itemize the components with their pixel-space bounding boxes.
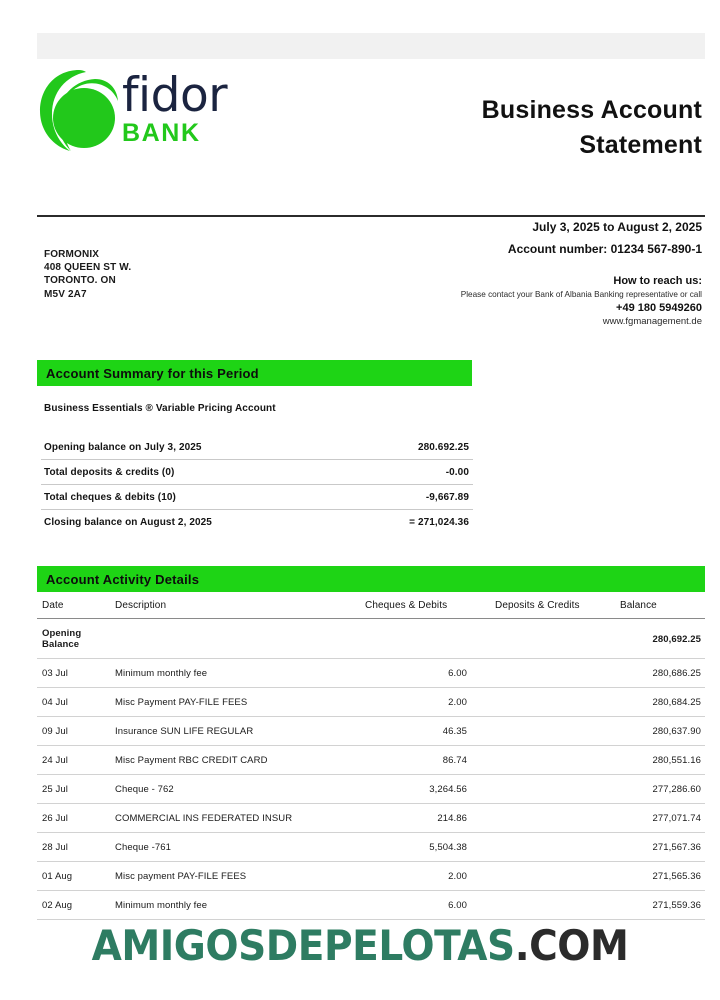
transaction-date: 24 Jul [37,746,115,775]
table-row [41,460,473,485]
column-header-description: Description [115,596,365,619]
transaction-description: Misc Payment PAY-FILE FEES [115,688,365,717]
transaction-debit: 3,264.56 [365,775,495,804]
table-row [37,717,705,746]
transaction-date: 25 Jul [37,775,115,804]
transaction-description: Misc Payment RBC CREDIT CARD [115,746,365,775]
table-row [37,746,705,775]
statement-meta-block [242,216,702,329]
transaction-debit: 86.74 [365,746,495,775]
summary-label: Opening balance on July 3, 2025 [41,435,352,460]
statement-period: July 3, 2025 to August 2, 2025 [532,220,702,234]
transaction-date: 03 Jul [37,659,115,688]
account-summary-title: Account Summary for this Period [46,365,259,381]
summary-value: 280.692.25 [352,435,473,460]
opening-balance-label: Opening Balance [37,619,115,659]
opening-balance-spacer [115,619,365,659]
fidor-leaf-circle-icon [38,68,120,154]
summary-label: Total deposits & credits (0) [41,460,352,485]
table-row [37,804,705,833]
transaction-credit [495,833,620,862]
contact-phone: +49 180 5949260 [616,302,702,314]
transaction-credit [495,688,620,717]
account-activity-title: Account Activity Details [46,571,200,587]
transaction-balance: 271,565.36 [620,862,705,891]
transaction-description: Cheque -761 [115,833,365,862]
table-row [37,862,705,891]
transaction-debit: 46.35 [365,717,495,746]
transaction-debit: 6.00 [365,659,495,688]
summary-value: = 271,024.36 [352,510,473,535]
transaction-credit [495,659,620,688]
watermark-tld: .COM [514,921,629,970]
transaction-balance: 280,684.25 [620,688,705,717]
account-summary-table [41,435,473,534]
top-gray-band [37,33,705,59]
opening-balance-debit [365,619,495,659]
transaction-description: Minimum monthly fee [115,659,365,688]
column-header-credits: Deposits & Credits [495,596,620,619]
transaction-credit [495,775,620,804]
customer-address-line1: 408 QUEEN ST W. [44,262,132,274]
table-header-row [37,596,705,619]
table-row [41,485,473,510]
column-header-date: Date [37,596,115,619]
transaction-date: 09 Jul [37,717,115,746]
transaction-balance: 271,559.36 [620,891,705,920]
customer-name: FORMONIX [44,249,100,260]
opening-balance-credit [495,619,620,659]
account-activity-header [37,566,705,592]
summary-value: -9,667.89 [352,485,473,510]
transaction-description: Insurance SUN LIFE REGULAR [115,717,365,746]
transaction-credit [495,804,620,833]
contact-website: www.fgmanagement.de [602,316,702,327]
column-header-debits: Cheques & Debits [365,596,495,619]
table-row [37,833,705,862]
transaction-description: Cheque - 762 [115,775,365,804]
transaction-date: 28 Jul [37,833,115,862]
summary-label: Closing balance on August 2, 2025 [41,510,352,535]
transaction-description: COMMERCIAL INS FEDERATED INSUR [115,804,365,833]
transaction-credit [495,717,620,746]
table-row [37,891,705,920]
transaction-balance: 277,071.74 [620,804,705,833]
logo-subtext: BANK [122,119,201,147]
transaction-debit: 2.00 [365,862,495,891]
transaction-date: 26 Jul [37,804,115,833]
transaction-debit: 2.00 [365,688,495,717]
transaction-date: 02 Aug [37,891,115,920]
page-title [282,93,702,163]
opening-balance-row [37,619,705,659]
transaction-credit [495,746,620,775]
transaction-date: 01 Aug [37,862,115,891]
transaction-balance: 277,286.60 [620,775,705,804]
contact-note: Please contact your Bank of Albania Banking representative or call [460,290,702,299]
page-title-line1: Business Account [481,96,702,124]
account-number: Account number: 01234 567-890-1 [507,242,702,256]
transaction-description: Misc payment PAY-FILE FEES [115,862,365,891]
transaction-credit [495,862,620,891]
transaction-debit: 5,504.38 [365,833,495,862]
transaction-debit: 214.86 [365,804,495,833]
logo-wordmark: fidor [122,68,228,123]
summary-label: Total cheques & debits (10) [41,485,352,510]
account-summary-header [37,360,472,386]
page-title-line2: Statement [579,131,702,159]
column-header-balance: Balance [620,596,705,619]
transaction-description: Minimum monthly fee [115,891,365,920]
watermark-main: AMIGOSDEPELOTAS [91,921,515,970]
transaction-credit [495,891,620,920]
table-row [37,659,705,688]
transaction-debit: 6.00 [365,891,495,920]
opening-balance-amount: 280,692.25 [620,619,705,659]
table-row [41,435,473,460]
product-name: Business Essentials ® Variable Pricing Account [44,403,276,414]
contact-heading: How to reach us: [613,275,702,287]
transaction-balance: 271,567.36 [620,833,705,862]
table-row [41,510,473,535]
watermark [25,921,695,970]
transaction-balance: 280,637.90 [620,717,705,746]
account-activity-table [37,596,705,920]
transaction-date: 04 Jul [37,688,115,717]
transaction-balance: 280,551.16 [620,746,705,775]
customer-address-line2: TORONTO. ON [44,275,116,287]
customer-postal-code: M5V 2A7 [44,288,87,300]
customer-address-block [44,248,131,301]
table-row [37,688,705,717]
summary-value: -0.00 [352,460,473,485]
transaction-balance: 280,686.25 [620,659,705,688]
table-row [37,775,705,804]
